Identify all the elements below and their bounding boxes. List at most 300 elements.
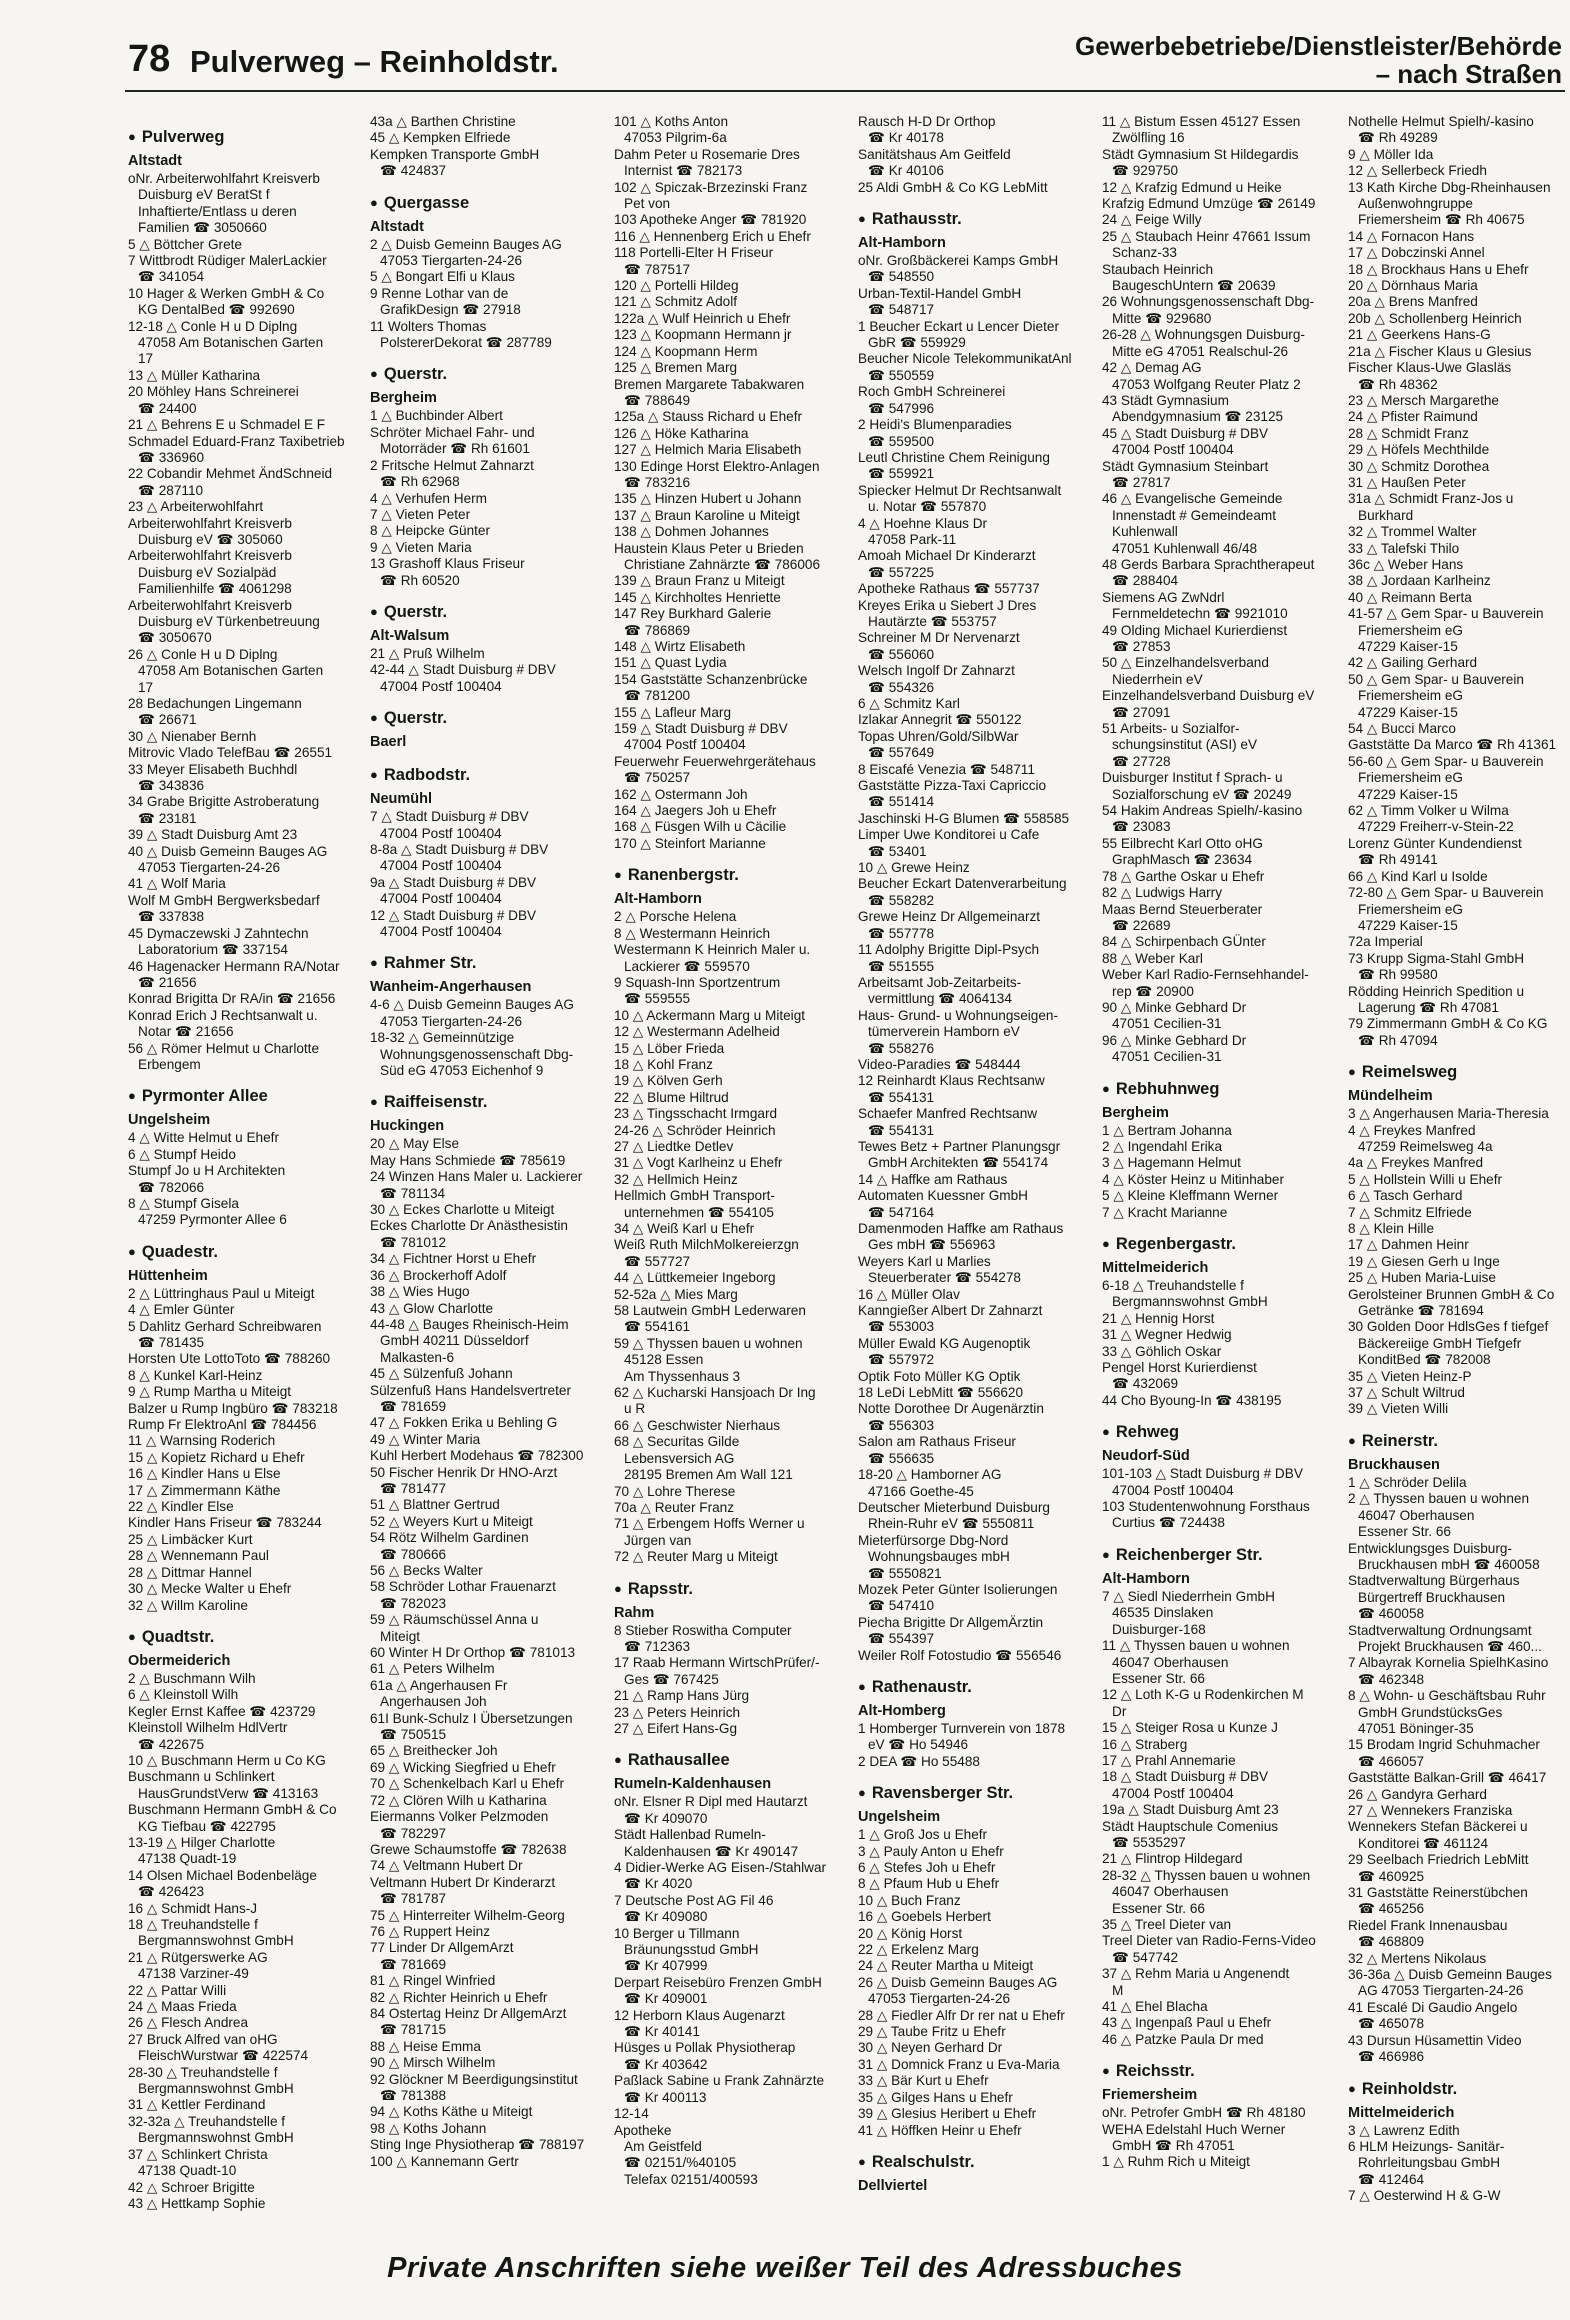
directory-entry: 2 △ Ingendahl Erika	[1102, 1138, 1223, 1154]
directory-entry: 23 △ Mersch Margarethe	[1348, 392, 1499, 408]
directory-entry: 25 △ Huben Maria-Luise	[1348, 1270, 1496, 1286]
directory-entry: 26 △ Conle H u D Diplng	[128, 646, 278, 662]
directory-entry: 51 △ Blattner Gertrud	[370, 1497, 500, 1513]
directory-entry: 21 △ Rütgerswerke AG	[128, 1949, 268, 1965]
entry-continuation: ☎ 460925	[1358, 1868, 1425, 1884]
entry-continuation: Sozialforschung eV ☎ 20249	[1112, 786, 1292, 802]
directory-entry: 125a △ Stauss Richard u Ehefr	[614, 409, 803, 425]
directory-entry: 3 △ Pauly Anton u Ehefr	[858, 1843, 1004, 1859]
directory-entry: 51 Arbeits- u Sozialfor-	[1102, 721, 1240, 737]
district-heading: Bruckhausen	[1348, 1456, 1440, 1473]
directory-entry: 22 Cobandir Mehmet ÄndSchneid	[128, 466, 333, 482]
directory-entry: Städt Hauptschule Comenius	[1102, 1818, 1279, 1834]
directory-entry: 75 △ Hinterreiter Wilhelm-Georg	[370, 1907, 565, 1923]
directory-entry: 8 Eiscafé Venezia ☎ 548711	[858, 761, 1035, 777]
directory-entry: Piecha Brigitte Dr AllgemÄrztin	[858, 1614, 1044, 1630]
directory-entry: 4 △ Köster Heinz u Mitinhaber	[1102, 1171, 1284, 1187]
district-heading: Mittelmeiderich	[1348, 2104, 1455, 2121]
entry-continuation: Ges ☎ 767425	[624, 1671, 719, 1687]
directory-entry: 14 Olsen Michael Bodenbeläge	[128, 1867, 317, 1883]
entry-continuation: Duisburg eV Sozialpäd	[138, 564, 277, 580]
entry-continuation: ☎ 468809	[1358, 1934, 1425, 1950]
entry-continuation: ☎ 22689	[1112, 917, 1171, 933]
entry-continuation: Bergmannswohnst GmbH	[1112, 1294, 1268, 1310]
entry-continuation: rep ☎ 20900	[1112, 983, 1194, 999]
directory-entry: 8 △ Kunkel Karl-Heinz	[128, 1367, 263, 1383]
directory-entry: 26 △ Duisb Gemeinn Bauges AG	[858, 1974, 1058, 1990]
directory-entry: Urban-Textil-Handel GmbH	[858, 285, 1022, 301]
entry-continuation: ☎ Rh 47094	[1358, 1032, 1438, 1048]
directory-entry: 1 △ Buchbinder Albert	[370, 408, 503, 424]
directory-entry: 103 Studentenwohnung Forsthaus	[1102, 1499, 1310, 1515]
directory-entry: 43 Städt Gymnasium	[1102, 392, 1229, 408]
directory-entry: 18-32 △ Gemeinnützige	[370, 1030, 515, 1046]
entry-continuation: 47051 Böninger-35	[1358, 1720, 1474, 1736]
entry-continuation: Familien ☎ 3050660	[138, 220, 267, 236]
directory-entry: 82 △ Ludwigs Harry	[1102, 885, 1223, 901]
directory-entry: 28 Bedachungen Lingemann	[128, 696, 302, 711]
entry-continuation: ☎ 781134	[380, 1185, 446, 1201]
directory-entry: 15 △ Steiger Rosa u Kunze J	[1102, 1720, 1278, 1736]
header-rule	[125, 90, 1565, 92]
entry-continuation: ☎ 3050670	[138, 630, 212, 646]
entry-continuation: ☎ Kr 400113	[624, 2089, 707, 2105]
directory-entry: 98 △ Koths Johann	[370, 2120, 487, 2136]
directory-columns	[128, 114, 1568, 2254]
directory-entry: 27 Bruck Alfred van oHG	[128, 2031, 278, 2047]
entry-continuation: GraphMasch ☎ 23634	[1112, 852, 1253, 868]
directory-entry: 10 △ Buch Franz	[858, 1892, 961, 1908]
directory-entry: Kuhl Herbert Modehaus ☎ 782300	[370, 1448, 584, 1464]
entry-continuation: 47004 Postf 100404	[380, 858, 502, 874]
directory-entry: 49 △ Winter Maria	[370, 1431, 481, 1447]
entry-continuation: ☎ 551555	[868, 958, 935, 974]
directory-entry: 18 △ Brockhaus Hans u Ehefr	[1348, 261, 1529, 277]
entry-continuation: ☎ 557972	[868, 1352, 935, 1368]
entry-continuation: Innenstadt # Gemeindeamt	[1112, 507, 1276, 523]
entry-continuation: ☎ Kr 403642	[624, 2056, 708, 2072]
entry-continuation: 47053 Tiergarten-24-26	[380, 253, 523, 269]
directory-entry: 27 △ Liedtke Detlev	[614, 1138, 734, 1154]
directory-entry: 2 Heidi's Blumenparadies	[858, 417, 1012, 433]
directory-entry: 145 △ Kirchholtes Henriette	[614, 589, 781, 605]
directory-entry: 42 △ Schroer Brigitte	[128, 2179, 255, 2195]
entry-continuation: 47004 Postf 100404	[380, 678, 502, 694]
directory-entry: 33 Meyer Elisabeth Buchhdl	[128, 761, 298, 777]
directory-entry: 23 △ Arbeiterwohlfahrt	[128, 499, 264, 515]
directory-entry: 8-8a △ Stadt Duisburg # DBV	[370, 841, 549, 857]
directory-entry: 8 △ Stumpf Gisela	[128, 1195, 239, 1211]
street-heading: ● Raiffeisenstr.	[370, 1091, 612, 1114]
entry-continuation: Bräunungsstud GmbH	[624, 1942, 759, 1958]
entry-continuation: Curtius ☎ 724438	[1112, 1515, 1225, 1531]
entry-continuation: ☎ 781388	[380, 2088, 447, 2103]
directory-entry: 22 △ Erkelenz Marg	[858, 1942, 979, 1958]
entry-continuation: ☎ 343836	[138, 778, 205, 794]
entry-continuation: Duisburg eV Türkenbetreuung	[138, 613, 320, 629]
directory-entry: 32 △ Willm Karoline	[128, 1597, 248, 1613]
directory-entry: 54 Rötz Wilhelm Gardinen	[370, 1530, 529, 1546]
directory-entry: 1 △ Bertram Johanna	[1102, 1122, 1232, 1138]
entry-continuation: ☎ 547742	[1112, 1949, 1179, 1965]
entry-continuation: ☎ 53401	[868, 843, 927, 859]
entry-continuation: Friemersheim eG	[1358, 770, 1463, 786]
entry-continuation: Süd eG 47053 Eichenhof 9	[380, 1063, 544, 1079]
directory-entry: oNr. Arbeiterwohlfahrt Kreisverb	[128, 171, 320, 186]
entry-continuation: ☎ 426423	[138, 1884, 205, 1900]
entry-continuation: ☎ 27853	[1112, 639, 1171, 654]
entry-continuation: ☎ 750257	[624, 770, 691, 786]
entry-continuation: Duisburg eV ☎ 305060	[138, 531, 283, 547]
directory-entry: 24 △ Pfister Raimund	[1348, 409, 1478, 425]
entry-continuation: ☎ Rh 49289	[1358, 130, 1438, 146]
entry-continuation: GrafikDesign ☎ 27918	[380, 302, 521, 318]
directory-entry: 42 △ Demag AG	[1102, 360, 1202, 376]
directory-entry: 30 △ Schmitz Dorothea	[1348, 458, 1490, 474]
directory-entry: 35 △ Vieten Heinz-P	[1348, 1368, 1472, 1384]
directory-entry: 159 △ Stadt Duisburg # DBV	[614, 721, 788, 737]
directory-entry: Feuerwehr Feuerwehrgerätehaus	[614, 753, 816, 769]
directory-entry: 39 △ Stadt Duisburg Amt 23	[128, 827, 298, 843]
directory-entry: 20 △ König Horst	[858, 1925, 963, 1941]
entry-continuation: 47053 Tiergarten-24-26	[868, 1991, 1011, 2007]
directory-entry: 88 △ Weber Karl	[1102, 950, 1203, 966]
entry-continuation: 47051 Cecilien-31	[1112, 1016, 1222, 1032]
directory-entry: 41 Escalé Di Gaudio Angelo	[1348, 1999, 1518, 2015]
directory-entry: 17 △ Dobczinski Annel	[1348, 245, 1485, 261]
directory-entry: 56-60 △ Gem Spar- u Bauverein	[1348, 753, 1544, 769]
directory-entry: Haustein Klaus Peter u Brieden	[614, 540, 804, 556]
directory-entry: 35 △ Gilges Hans u Ehefr	[858, 2089, 1013, 2105]
directory-entry: 45 △ Sülzenfuß Johann	[370, 1366, 513, 1382]
directory-entry: 130 Edinge Horst Elektro-Anlagen	[614, 458, 820, 474]
entry-continuation: ☎ Kr 409080	[624, 1909, 708, 1925]
directory-entry: 22 △ Kindler Else	[128, 1499, 234, 1515]
directory-entry: 30 Golden Door HdlsGes f tiefgef	[1348, 1319, 1549, 1335]
entry-continuation: Hautärzte ☎ 553757	[868, 613, 997, 629]
directory-entry: Gerolsteiner Brunnen GmbH & Co	[1348, 1286, 1555, 1302]
directory-entry: Bremen Margarete Tabakwaren	[614, 376, 805, 392]
entry-continuation: 47229 Freiherr-v-Stein-22	[1358, 819, 1514, 835]
directory-entry: 5 Dahlitz Gerhard Schreibwaren	[128, 1318, 322, 1334]
entry-continuation: 47004 Postf 100404	[380, 891, 502, 907]
street-heading: ● Rahmer Str.	[370, 952, 612, 975]
directory-entry: Weiß Ruth MilchMolkereierzgn	[614, 1237, 799, 1253]
directory-entry: 7 △ Vieten Peter	[370, 506, 471, 522]
entry-continuation: Erbengem	[138, 1056, 201, 1072]
entry-continuation: ☎ Kr 40106	[868, 163, 944, 179]
directory-entry: Arbeitsamt Job-Zeitarbeits-	[858, 974, 1022, 990]
entry-continuation: HausGrundstVerw ☎ 413163	[138, 1785, 319, 1801]
directory-entry: 2 DEA ☎ Ho 55488	[858, 1753, 980, 1769]
directory-entry: 34 △ Fichtner Horst u Ehefr	[370, 1251, 537, 1267]
entry-continuation: ☎ 554131	[868, 1089, 935, 1105]
directory-entry: 25 Aldi GmbH & Co KG LebMitt	[858, 179, 1048, 195]
entry-continuation: Mitte eG 47051 Realschul-26	[1112, 343, 1289, 359]
directory-entry: 1 Beucher Eckart u Lencer Dieter	[858, 318, 1059, 334]
entry-continuation: 47051 Kuhlenwall 46/48	[1112, 540, 1258, 556]
street-heading: ● Rathausstr.	[858, 208, 1100, 231]
directory-column	[614, 114, 856, 2254]
entry-continuation: ☎ Kr 4020	[624, 1876, 693, 1892]
entry-continuation: ☎ 337838	[138, 909, 205, 925]
directory-entry: 31 △ Domnick Franz u Eva-Maria	[858, 2056, 1060, 2072]
entry-continuation: Inhaftierte/Entlass u deren	[138, 203, 297, 219]
directory-entry: 31 △ Vogt Karlheinz u Ehefr	[614, 1155, 783, 1171]
page-title: Pulverweg – Reinholdstr.	[190, 44, 559, 79]
district-heading: Ungelsheim	[128, 1112, 211, 1129]
directory-entry: 40 △ Duisb Gemeinn Bauges AG	[128, 843, 328, 859]
directory-entry: 90 △ Minke Gebhard Dr	[1102, 999, 1247, 1015]
district-heading: Rahm	[614, 1604, 655, 1621]
directory-entry: 10 △ Grewe Heinz	[858, 860, 970, 876]
directory-entry: 17 △ Prahl Annemarie	[1102, 1752, 1236, 1768]
entry-continuation: Jürgen van	[624, 1532, 692, 1548]
district-heading: Alt-Homberg	[858, 1702, 946, 1719]
entry-continuation: 28195 Bremen Am Wall 121	[624, 1467, 793, 1483]
directory-entry: Stadtverwaltung Bürgerhaus	[1348, 1573, 1520, 1589]
entry-continuation: schungsinstitut (ASI) eV	[1112, 737, 1258, 753]
street-heading: ● Rebhuhnweg	[1102, 1078, 1346, 1101]
directory-entry: 4 △ Verhufen Herm	[370, 490, 487, 506]
street-heading: ● Reimelsweg	[1348, 1061, 1568, 1084]
directory-entry: 12 △ Krafzig Edmund u Heike	[1102, 179, 1282, 195]
directory-entry: 46 △ Evangelische Gemeinde	[1102, 491, 1283, 507]
entry-continuation: Pet von	[624, 196, 671, 212]
directory-entry: Nothelle Helmut Spielh/-kasino	[1348, 114, 1534, 129]
directory-entry: 92 Glöckner M Beerdigungsinstitut	[370, 2071, 578, 2087]
directory-entry: 38 △ Jordaan Karlheinz	[1348, 573, 1491, 589]
entry-continuation: ☎ Rh 60520	[380, 572, 460, 588]
directory-entry: 9 △ Vieten Maria	[370, 539, 472, 555]
entry-continuation: GbR ☎ 559929	[868, 335, 966, 351]
entry-continuation: 47259 Reimelsweg 4a	[1358, 1138, 1493, 1154]
directory-entry: 9 △ Rump Martha u Miteigt	[128, 1384, 292, 1400]
entry-continuation: ☎ Kr 409070	[624, 1810, 708, 1826]
directory-entry: 12 Reinhardt Klaus Rechtsanw	[858, 1073, 1045, 1089]
directory-entry: 26-28 △ Wohnungsgen Duisburg-	[1102, 327, 1305, 343]
directory-entry: 3 △ Lawrenz Edith	[1348, 2122, 1460, 2138]
directory-entry: 26 △ Gandyra Gerhard	[1348, 1786, 1487, 1802]
directory-entry: Maas Bernd Steuerberater	[1102, 901, 1263, 917]
district-heading: Neumühl	[370, 791, 433, 808]
directory-entry: 96 △ Minke Gebhard Dr	[1102, 1032, 1247, 1048]
directory-entry: 4 Didier-Werke AG Eisen-/Stahlwar	[614, 1860, 827, 1875]
directory-entry: 13 Grashoff Klaus Friseur	[370, 556, 525, 572]
district-heading: Alt-Hamborn	[858, 235, 946, 252]
entry-continuation: ☎ 781659	[380, 1398, 447, 1414]
directory-entry: 31 △ Wegner Hedwig	[1102, 1327, 1232, 1343]
entry-continuation: Christiane Zahnärzte ☎ 786006	[624, 556, 821, 572]
entry-continuation: ☎ 02151/%40105	[624, 2155, 737, 2171]
entry-continuation: ☎ 559921	[868, 466, 935, 482]
entry-continuation: 47053 Tiergarten-24-26	[138, 860, 281, 876]
entry-continuation: ☎ 558276	[868, 1040, 935, 1056]
section-title	[1075, 32, 1562, 88]
entry-continuation: ☎ 783216	[624, 474, 691, 490]
entry-continuation: tümerverein Hamborn eV	[868, 1024, 1020, 1040]
street-heading: ● Ranenbergstr.	[614, 864, 856, 887]
directory-entry: 28 △ Fiedler Alfr Dr rer nat u Ehefr	[858, 2007, 1065, 2023]
directory-entry: Leutl Christine Chem Reinigung	[858, 449, 1050, 465]
entry-continuation: ☎ 782297	[380, 1825, 447, 1841]
district-heading: Mündelheim	[1348, 1088, 1433, 1105]
directory-entry: 101-103 △ Stadt Duisburg # DBV	[1102, 1466, 1303, 1482]
entry-continuation: ☎ 547410	[868, 1598, 935, 1614]
directory-entry: 21 △ Behrens E u Schmadel E F	[128, 417, 326, 433]
directory-entry: 21 △ Geerkens Hans-G	[1348, 327, 1491, 343]
directory-entry: Mieterfürsorge Dbg-Nord	[858, 1532, 1009, 1548]
entry-continuation: KG DentalBed ☎ 992690	[138, 302, 295, 318]
directory-entry: 40 △ Reimann Berta	[1348, 589, 1472, 605]
directory-entry: 41 △ Ehel Blacha	[1102, 1999, 1208, 2015]
entry-continuation: Lagerung ☎ Rh 47081	[1358, 999, 1499, 1015]
entry-continuation: ☎ 550559	[868, 367, 935, 383]
district-heading: Neudorf-Süd	[1102, 1448, 1190, 1465]
directory-entry: 90 △ Mirsch Wilhelm	[370, 2055, 496, 2071]
entry-continuation: KG Tiefbau ☎ 422795	[138, 1818, 276, 1834]
entry-continuation: M	[1112, 1982, 1124, 1998]
directory-entry: 66 △ Geschwister Nierhaus	[614, 1417, 781, 1433]
entry-continuation: Bäckereiige GmbH Tiefgefr	[1358, 1335, 1522, 1351]
entry-continuation: ☎ 547996	[868, 400, 935, 416]
directory-entry: 28 △ Wennemann Paul	[128, 1548, 269, 1564]
directory-entry: Dahm Peter u Rosemarie Dres	[614, 146, 800, 162]
entry-continuation: Bruckhausen mbH ☎ 460058	[1358, 1556, 1540, 1572]
street-heading: ● Rathausallee	[614, 1749, 856, 1772]
directory-entry: 56 △ Römer Helmut u Charlotte	[128, 1040, 320, 1056]
directory-entry: 22 △ Blume Hiltrud	[614, 1089, 729, 1105]
entry-continuation: eV ☎ Ho 54946	[868, 1737, 969, 1753]
directory-entry: 42 △ Gailing Gerhard	[1348, 655, 1478, 671]
directory-entry: 66 △ Kind Karl u Isolde	[1348, 868, 1488, 884]
directory-entry: 11 △ Warnsing Roderich	[128, 1433, 276, 1449]
street-heading: ● Quadestr.	[128, 1241, 368, 1264]
directory-entry: Welsch Ingolf Dr Zahnarzt	[858, 663, 1015, 679]
directory-entry: 16 △ Schmidt Hans-J	[128, 1900, 258, 1916]
directory-entry: 45 Dymaczewski J Zahntechn	[128, 925, 309, 941]
directory-entry: 65 △ Breithecker Joh	[370, 1743, 498, 1759]
directory-entry: 16 △ Goebels Herbert	[858, 1909, 991, 1925]
directory-entry: 102 △ Spiczak-Brzezinski Franz	[614, 179, 808, 195]
directory-entry: 20 △ May Else	[370, 1136, 460, 1152]
directory-entry: 70 △ Schenkelbach Karl u Ehefr	[370, 1776, 565, 1792]
street-heading: ● Realschulstr.	[858, 2151, 1100, 2174]
directory-entry: 11 Adolphy Brigitte Dipl-Psych	[858, 942, 1040, 958]
directory-entry: 10 △ Ackermann Marg u Miteigt	[614, 1007, 806, 1023]
directory-entry: 60 Winter H Dr Orthop ☎ 781013	[370, 1645, 576, 1661]
directory-entry: 62 △ Timm Volker u Wilma	[1348, 803, 1509, 819]
entry-continuation: Ges mbH ☎ 556963	[868, 1237, 996, 1253]
directory-entry: Buschmann Hermann GmbH & Co	[128, 1802, 337, 1818]
entry-continuation: ☎ 787517	[624, 261, 691, 277]
entry-continuation: ☎ 27091	[1112, 704, 1171, 720]
directory-entry: 36-36a △ Duisb Gemeinn Bauges	[1348, 1967, 1552, 1983]
directory-entry: 13 △ Müller Katharina	[128, 367, 261, 383]
directory-entry: 21 △ Ramp Hans Jürg	[614, 1688, 750, 1704]
directory-entry: 48 Gerds Barbara Sprachtherapeut	[1102, 556, 1315, 572]
directory-entry: 24 △ Maas Frieda	[128, 1999, 237, 2015]
entry-continuation: Motorräder ☎ Rh 61601	[380, 441, 530, 457]
directory-entry: 58 Schröder Lothar Frauenarzt	[370, 1579, 556, 1595]
directory-entry: Hüsges u Pollak Physiotherap	[614, 2040, 796, 2056]
directory-entry: Städt Gymnasium St Hildegardis	[1102, 146, 1299, 162]
directory-entry: 62 △ Kucharski Hansjoach Dr Ing	[614, 1385, 816, 1401]
entry-continuation: ☎ 336960	[138, 449, 205, 465]
entry-continuation: 47004 Postf 100404	[1112, 442, 1234, 458]
entry-continuation: Außenwohngruppe	[1358, 196, 1473, 212]
entry-continuation: ☎ 424837	[380, 163, 447, 179]
directory-column	[1348, 114, 1568, 2254]
district-heading: Altstadt	[128, 153, 182, 169]
entry-continuation: ☎ Rh 48362	[1358, 376, 1438, 392]
entry-continuation: Essener Str. 66	[1112, 1670, 1205, 1686]
entry-continuation: 47229 Kaiser-15	[1358, 639, 1458, 654]
directory-entry: 34 △ Weiß Karl u Ehefr	[614, 1221, 755, 1236]
entry-continuation: Getränke ☎ 781694	[1358, 1303, 1484, 1319]
directory-entry: Notte Dorothee Dr Augenärztin	[858, 1401, 1044, 1417]
entry-continuation: ☎ 781435	[138, 1335, 205, 1350]
directory-entry: 21 △ Pruß Wilhelm	[370, 645, 485, 661]
directory-entry: 56 △ Becks Walter	[370, 1563, 483, 1578]
entry-continuation: ☎ Kr 407999	[624, 1958, 708, 1974]
entry-continuation: GmbH GrundstücksGes	[1358, 1704, 1503, 1720]
entry-continuation: ☎ Rh 62968	[380, 474, 460, 490]
directory-entry: 4 △ Freykes Manfred	[1348, 1122, 1476, 1138]
entry-continuation: 47138 Varziner-49	[138, 1966, 249, 1982]
directory-entry: 82 △ Richter Heinrich u Ehefr	[370, 1989, 548, 2005]
directory-entry: 21a △ Fischer Klaus u Glesius	[1348, 343, 1532, 359]
directory-entry: 138 △ Dohmen Johannes	[614, 524, 769, 540]
directory-entry: 8 △ Klein Hille	[1348, 1221, 1435, 1236]
directory-entry: 13-19 △ Hilger Charlotte	[128, 1834, 276, 1850]
directory-entry: 74 △ Veltmann Hubert Dr	[370, 1858, 523, 1874]
directory-entry: 32 △ Hellmich Heinz	[614, 1171, 738, 1187]
directory-entry: 43 △ Glow Charlotte	[370, 1300, 494, 1316]
directory-entry: 125 △ Bremen Marg	[614, 360, 738, 376]
entry-continuation: 46047 Oberhausen	[1112, 1884, 1229, 1900]
entry-continuation: 47138 Quadt-19	[138, 1851, 237, 1867]
entry-continuation: Miteigt	[380, 1628, 421, 1644]
entry-continuation: ☎ 551414	[868, 794, 935, 810]
entry-continuation: Lackierer ☎ 559570	[624, 958, 750, 974]
entry-continuation: 47051 Cecilien-31	[1112, 1049, 1222, 1065]
entry-continuation: ☎ 554397	[868, 1631, 935, 1647]
directory-entry: 94 △ Koths Käthe u Miteigt	[370, 2104, 533, 2120]
entry-continuation: ☎ 547164	[868, 1204, 935, 1220]
entry-continuation: 47053 Wolfgang Reuter Platz 2	[1112, 376, 1301, 392]
page-header	[0, 0, 1570, 92]
directory-entry: 45 △ Kempken Elfriede	[370, 130, 511, 146]
entry-continuation: ☎ 422675	[138, 1736, 205, 1752]
entry-continuation: 47053 Tiergarten-24-26	[380, 1013, 523, 1029]
directory-entry: Treel Dieter van Radio-Ferns-Video	[1102, 1933, 1316, 1949]
directory-entry: 7 Deutsche Post AG Fil 46	[614, 1892, 774, 1908]
directory-entry: Veltmann Hubert Dr Kinderarzt	[370, 1874, 556, 1890]
directory-entry: 4 △ Emler Günter	[128, 1302, 235, 1318]
district-heading: Alt-Hamborn	[614, 891, 702, 908]
directory-entry: 55 Eilbrecht Karl Otto oHG	[1102, 835, 1263, 851]
street-heading: ● Ravensberger Str.	[858, 1782, 1100, 1805]
directory-entry: WEHA Edelstahl Huch Werner	[1102, 2121, 1286, 2137]
entry-continuation: AG 47053 Tiergarten-24-26	[1358, 1983, 1524, 1999]
directory-entry: 147 Rey Burkhard Galerie	[614, 606, 772, 622]
entry-continuation: Am Thyssenhaus 3	[624, 1368, 741, 1384]
directory-entry: 17 △ Dahmen Heinr	[1348, 1237, 1469, 1253]
entry-continuation: 47058 Am Botanischen Garten	[138, 663, 324, 679]
directory-entry: Müller Ewald KG Augenoptik	[858, 1335, 1031, 1351]
directory-entry: Kreyes Erika u Siebert J Dres	[858, 597, 1037, 613]
